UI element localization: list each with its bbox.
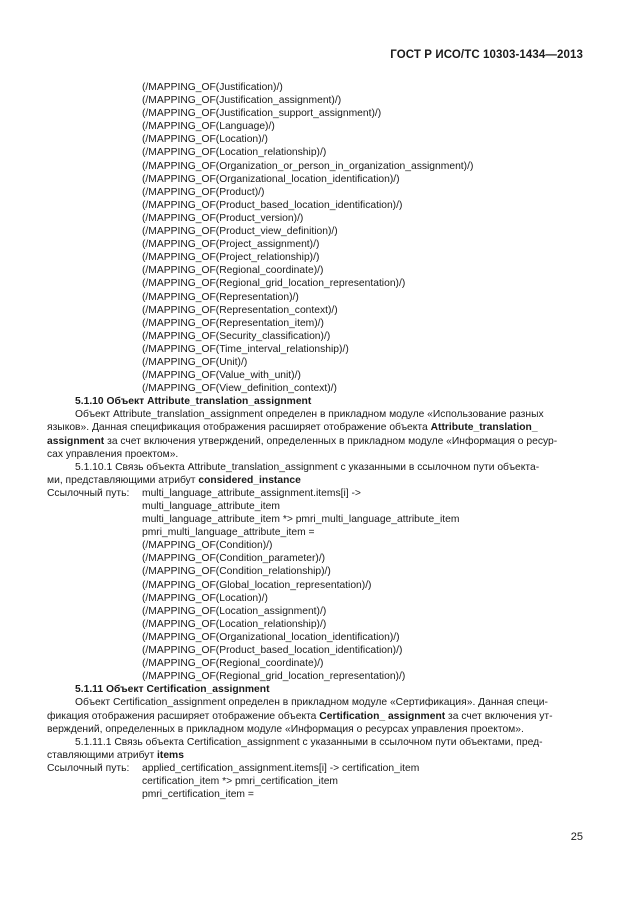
reference-path-line (47, 657, 587, 670)
reference-path-line (47, 565, 587, 578)
mapping-line: (/MAPPING_OF(Unit)/) (142, 356, 248, 368)
reference-path-line (47, 670, 587, 683)
reference-path-text: multi_language_attribute_assignment.items[i] -> (142, 487, 361, 499)
mapping-line: (/MAPPING_OF(Language)/) (142, 121, 275, 133)
reference-path-text: (/MAPPING_OF(Condition_parameter)/) (142, 553, 326, 565)
reference-path-line (47, 539, 587, 552)
mapping-list (47, 81, 587, 395)
reference-path-text: (/MAPPING_OF(Regional_grid_location_representation)/) (142, 671, 406, 683)
paragraph-line: верждений, определенных в прикладном модуле «Информация о ресурсах управления проектом». (47, 723, 524, 735)
mapping-line: (/MAPPING_OF(Justification_support_assignment)/) (142, 108, 382, 120)
reference-path-line (47, 592, 587, 605)
standard-code-header: ГОСТ Р ИСО/ТС 10303-1434—2013 (390, 49, 583, 61)
reference-path-text: (/MAPPING_OF(Condition_relationship)/) (142, 566, 331, 578)
reference-path-line (47, 552, 587, 565)
reference-path-label (47, 788, 142, 801)
reference-path-text: (/MAPPING_OF(Location_relationship)/) (142, 618, 327, 630)
reference-path-label (47, 539, 142, 552)
mapping-line: (/MAPPING_OF(Location)/) (142, 134, 268, 146)
reference-path-line (47, 618, 587, 631)
mapping-line: (/MAPPING_OF(Security_classification)/) (142, 330, 331, 342)
reference-path-label (47, 644, 142, 657)
paragraph-line: языков». Данная спецификация отображения расширяет отображение объекта Attribute_translation_ (47, 422, 538, 434)
reference-path (47, 762, 587, 801)
reference-path-label (47, 605, 142, 618)
mapping-line: (/MAPPING_OF(Project_relationship)/) (142, 252, 320, 264)
reference-path-line (47, 579, 587, 592)
reference-path-line (47, 487, 587, 500)
paragraph-line: assignment за счет включения утверждений, определенных в прикладном модуле «Информация о ресур- (47, 435, 558, 447)
reference-path-label (47, 670, 142, 683)
mapping-line: (/MAPPING_OF(View_definition_context)/) (142, 383, 337, 395)
reference-path-label (47, 513, 142, 526)
section-heading-5-1-10: 5.1.10 Объект Attribute_translation_assignment (75, 396, 312, 408)
section-heading-5-1-11: 5.1.11 Объект Certification_assignment (75, 684, 270, 696)
reference-path-label (47, 775, 142, 788)
mapping-line: (/MAPPING_OF(Organizational_location_identification)/) (142, 173, 400, 185)
mapping-line: (/MAPPING_OF(Regional_coordinate)/) (142, 265, 324, 277)
reference-path-label (47, 618, 142, 631)
reference-path-text: (/MAPPING_OF(Product_based_location_identification)/) (142, 645, 403, 657)
reference-path-text: (/MAPPING_OF(Organizational_location_identification)/) (142, 631, 400, 643)
mapping-line: (/MAPPING_OF(Representation_context)/) (142, 304, 338, 316)
reference-path-label (47, 579, 142, 592)
reference-path-label: Ссылочный путь: (47, 762, 130, 774)
reference-path-text: applied_certification_assignment.items[i] -> certification_item (142, 762, 420, 774)
reference-path-label (47, 500, 142, 513)
reference-path-label (47, 565, 142, 578)
mapping-line: (/MAPPING_OF(Justification)/) (142, 82, 283, 93)
reference-path-text: certification_item *> pmri_certification_item (142, 775, 339, 787)
reference-path-text: (/MAPPING_OF(Condition)/) (142, 540, 273, 552)
page-content (47, 81, 587, 801)
mapping-line: (/MAPPING_OF(Location_relationship)/) (142, 147, 327, 159)
mapping-line: (/MAPPING_OF(Project_assignment)/) (142, 239, 320, 251)
reference-path-text: (/MAPPING_OF(Regional_coordinate)/) (142, 658, 324, 670)
reference-path-line (47, 788, 587, 801)
reference-path-line (47, 513, 587, 526)
mapping-line: (/MAPPING_OF(Justification_assignment)/) (142, 95, 342, 107)
reference-path-line (47, 500, 587, 513)
mapping-line: (/MAPPING_OF(Value_with_unit)/) (142, 370, 301, 382)
paragraph-line: ставляющими атрибут items (47, 749, 184, 761)
reference-path-line (47, 526, 587, 539)
subclause-5-1-11-1: 5.1.11.1 Связь объекта Certification_assignment с указанными в ссылочном пути объектами, пред- (75, 736, 543, 748)
reference-path-text: (/MAPPING_OF(Location)/) (142, 592, 268, 604)
paragraph-line: сах управления проектом». (47, 448, 179, 460)
reference-path-label (47, 552, 142, 565)
mapping-line: (/MAPPING_OF(Regional_grid_location_representation)/) (142, 278, 406, 290)
mapping-line: (/MAPPING_OF(Representation_item)/) (142, 317, 324, 329)
reference-path-text: (/MAPPING_OF(Global_location_representation)/) (142, 579, 372, 591)
reference-path-text: multi_language_attribute_item (142, 501, 280, 512)
reference-path (47, 487, 587, 683)
paragraph-line: фикация отображения расширяет отображение объекта Certification_ assignment за счет включения ут- (47, 710, 553, 722)
reference-path-label (47, 526, 142, 539)
mapping-line: (/MAPPING_OF(Product_view_definition)/) (142, 226, 338, 238)
paragraph-line: Объект Certification_assignment определен в прикладном модуле «Сертификация». Данная специ- (75, 697, 548, 709)
reference-path-text: pmri_multi_language_attribute_item = (142, 527, 315, 539)
reference-path-label (47, 631, 142, 644)
mapping-line: (/MAPPING_OF(Organization_or_person_in_organization_assignment)/) (142, 160, 474, 172)
mapping-line: (/MAPPING_OF(Product)/) (142, 186, 265, 198)
paragraph-line: ми, представляющими атрибут considered_instance (47, 474, 301, 486)
paragraph-line: Объект Attribute_translation_assignment определен в прикладном модуле «Использование разных (75, 409, 544, 421)
mapping-line: (/MAPPING_OF(Time_interval_relationship)/) (142, 343, 349, 355)
reference-path-line (47, 762, 587, 775)
reference-path-label (47, 657, 142, 670)
mapping-line: (/MAPPING_OF(Representation)/) (142, 291, 299, 303)
reference-path-line (47, 644, 587, 657)
reference-path-line (47, 775, 587, 788)
reference-path-text: pmri_certification_item = (142, 789, 254, 801)
reference-path-line (47, 605, 587, 618)
reference-path-label (47, 592, 142, 605)
page-number: 25 (570, 831, 583, 843)
reference-path-text: multi_language_attribute_item *> pmri_multi_language_attribute_item (142, 514, 460, 526)
reference-path-label: Ссылочный путь: (47, 487, 130, 499)
mapping-line: (/MAPPING_OF(Product_based_location_identification)/) (142, 199, 403, 211)
subclause-5-1-10-1: 5.1.10.1 Связь объекта Attribute_translation_assignment с указанными в ссылочном пути объекта- (75, 461, 540, 473)
reference-path-line (47, 631, 587, 644)
reference-path-text: (/MAPPING_OF(Location_assignment)/) (142, 605, 327, 617)
mapping-line: (/MAPPING_OF(Product_version)/) (142, 212, 304, 224)
